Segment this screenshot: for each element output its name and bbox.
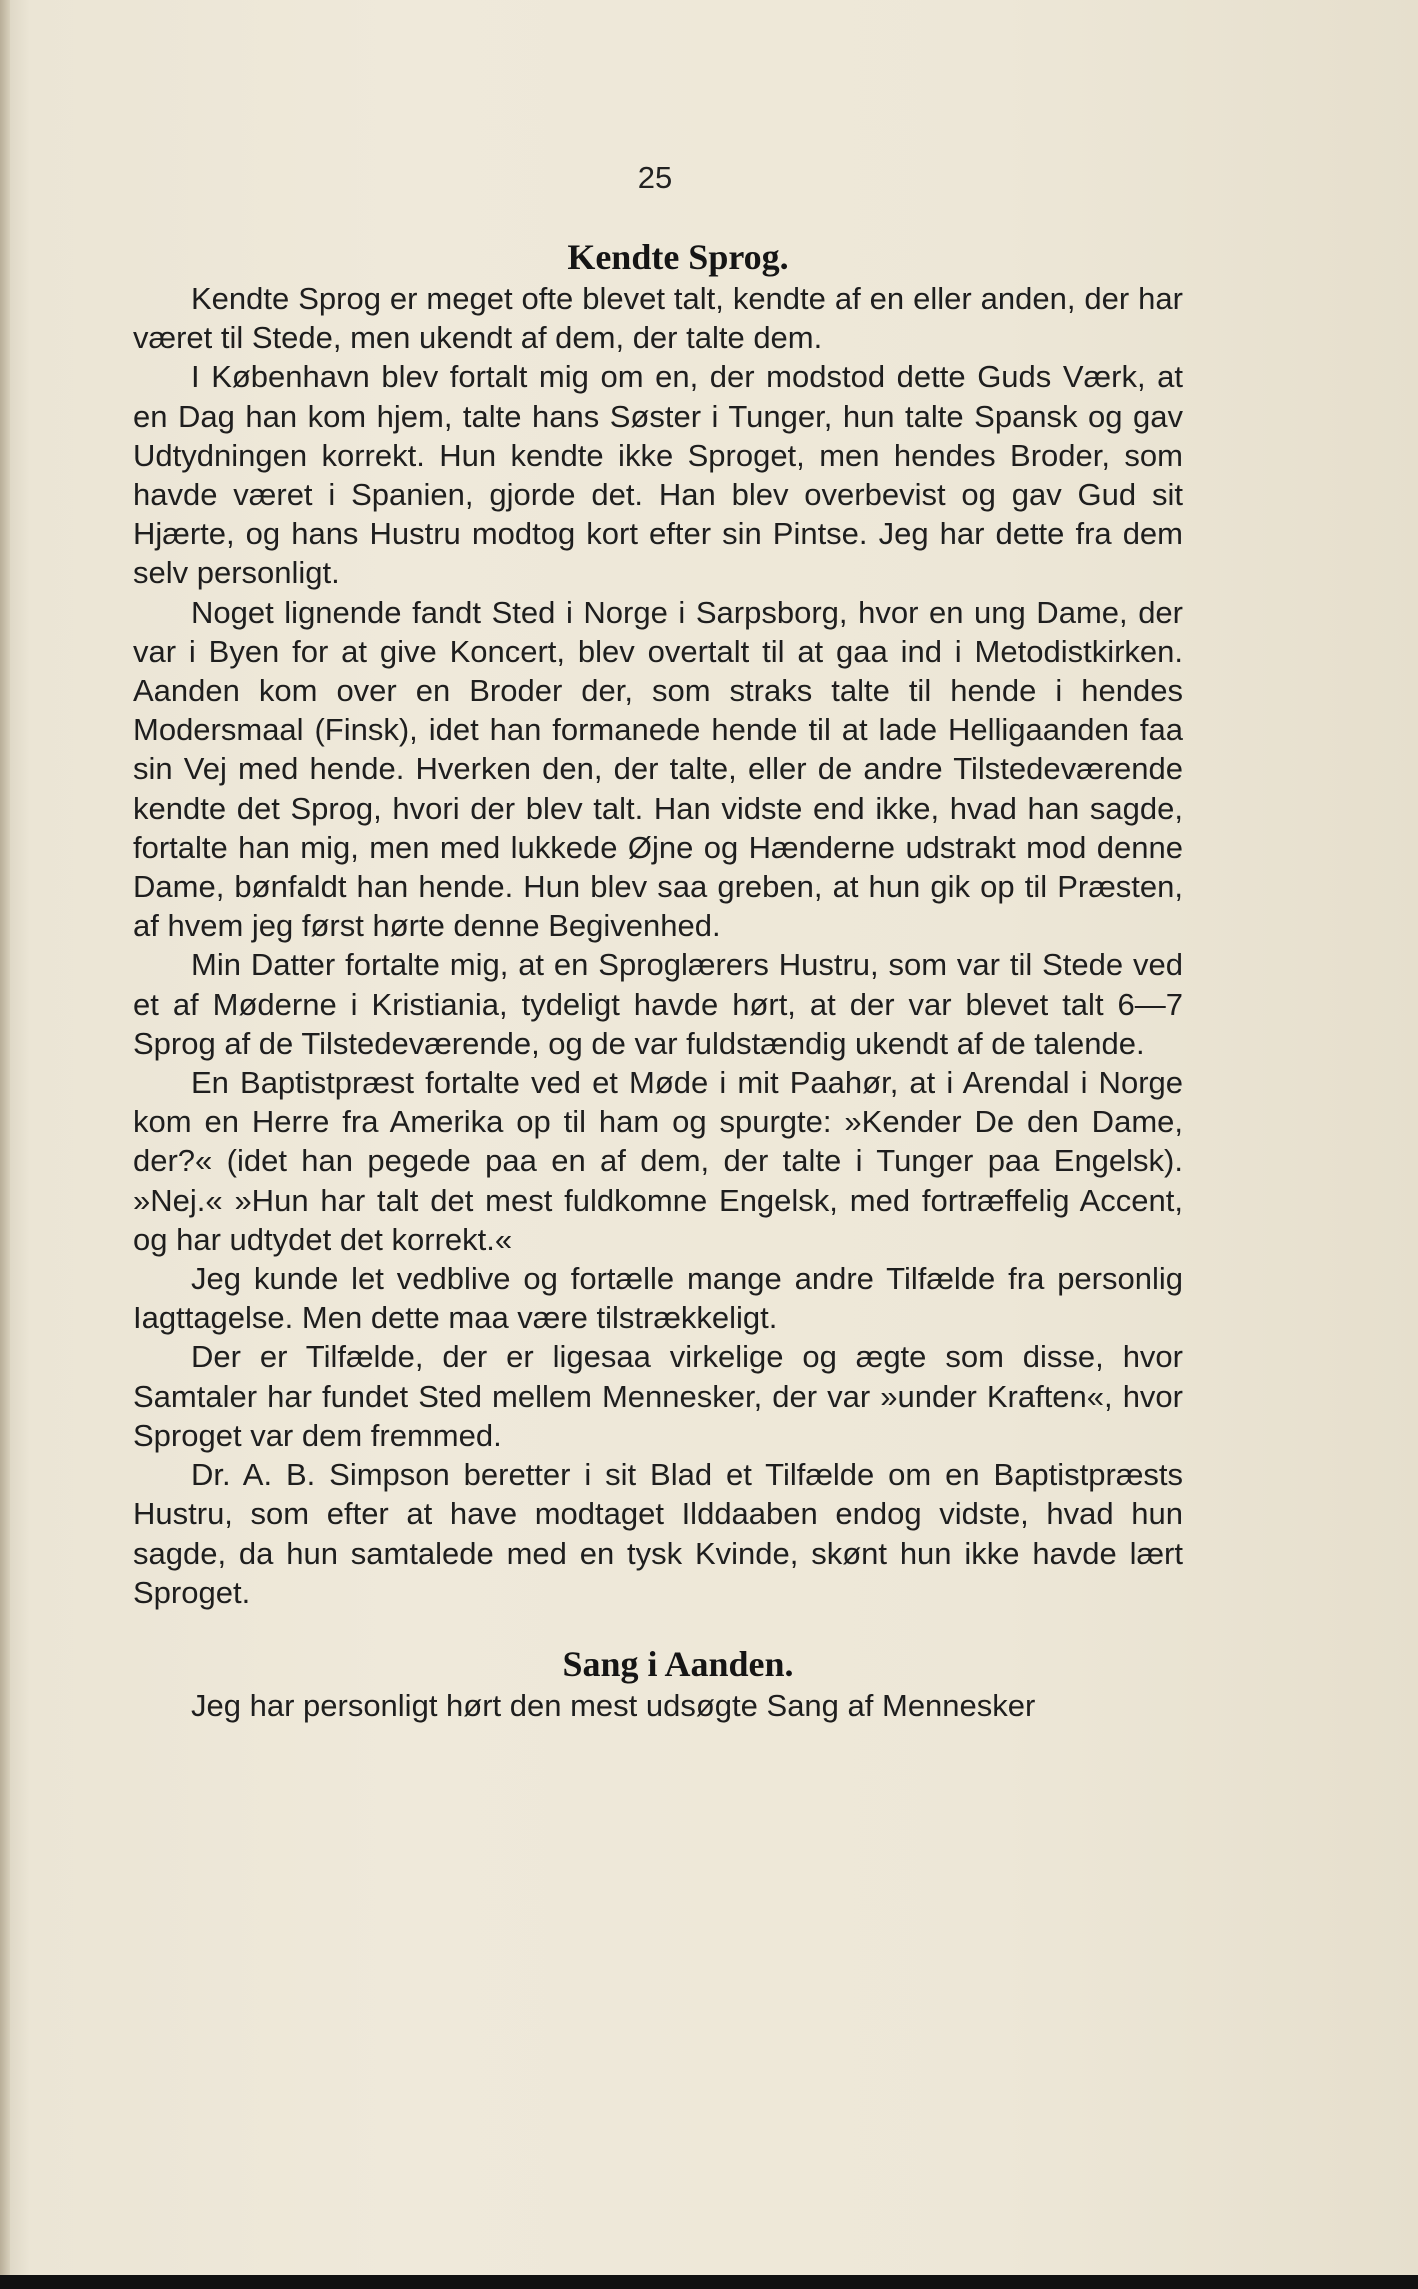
paragraph: En Baptistpræst fortalte ved et Møde i mit Paahør, at i Arendal i Norge kom en Herre fra Amerika op til ham og spurgte: »Kender De den Dame, der?« (idet han pegede paa en af dem, der talte i Tunger paa Engelsk). »Nej.« »Hun har talt det mest fuldkomne Engelsk, med fortræffelig Accent, og har udtydet det korrekt.« <box>133 1065 1183 1257</box>
paragraph: Jeg kunde let vedblive og fortælle mange andre Tilfælde fra personlig Iagttagelse. Men dette maa være tilstrækkeligt. <box>133 1261 1183 1336</box>
paragraph: Dr. A. B. Simpson beretter i sit Blad et Tilfælde om en Baptistpræsts Hustru, som efter at have modtaget Ilddaaben endog vidste, hvad hun sagde, da hun samtalede med en tysk Kvinde, skønt hun ikke havde lært Sproget. <box>133 1457 1183 1610</box>
page-binding-edge <box>0 0 10 2289</box>
scan-bottom-border <box>0 2275 1418 2289</box>
section-heading-kendte-sprog: Kendte Sprog. <box>567 237 789 277</box>
section-heading-sang-i-aanden: Sang i Aanden. <box>562 1643 794 1684</box>
paragraph: Jeg har personligt hørt den mest udsøgte Sang af Mennesker <box>191 1687 1036 1723</box>
paragraph: Kendte Sprog er meget ofte blevet talt, kendte af en eller anden, der har været til Stede, men ukendt af dem, der talte dem. <box>133 281 1183 356</box>
paragraph: Min Datter fortalte mig, at en Sproglærers Hustru, som var til Stede ved et af Møderne i Kristiania, tydeligt havde hørt, at der var blevet talt 6—7 Sprog af de Tilstedeværende, og de var fuldstændig ukendt af de talende. <box>133 947 1183 1061</box>
paragraph: I København blev fortalt mig om en, der modstod dette Guds Værk, at en Dag han kom hjem, talte hans Søster i Tunger, hun talte Spansk og gav Udtydningen korrekt. Hun kendte ikke Sproget, men hendes Broder, som havde været i Spanien, gjorde det. Han blev overbevist og gav Gud sit Hjærte, og hans Hustru modtog kort efter sin Pintse. Jeg har dette fra dem selv personligt. <box>133 359 1183 591</box>
paragraph: Der er Tilfælde, der er ligesaa virkelige og ægte som disse, hvor Samtaler har fundet Sted mellem Mennesker, der var »under Kraften«, hvor Sproget var dem fremmed. <box>133 1339 1183 1453</box>
paragraph: Noget lignende fandt Sted i Norge i Sarpsborg, hvor en ung Dame, der var i Byen for at give Koncert, blev overtalt til at gaa ind i Metodistkirken. Aanden kom over en Broder der, som straks talte til hende i hendes Modersmaal (Finsk), idet han formanede hende til at lade Helligaanden faa sin Vej med hende. Hverken den, der talte, eller de andre Tilstedeværende kendte det Sprog, hvori der blev talt. Han vidste end ikke, hvad han sagde, fortalte han mig, men med lukkede Øjne og Hænderne udstrakt mod denne Dame, bønfaldt han hende. Hun blev saa greben, at hun gik op til Præsten, af hvem jeg først hørte denne Begivenhed. <box>133 594 1183 944</box>
page-text <box>133 235 1183 1725</box>
page-number: 25 <box>637 160 673 195</box>
